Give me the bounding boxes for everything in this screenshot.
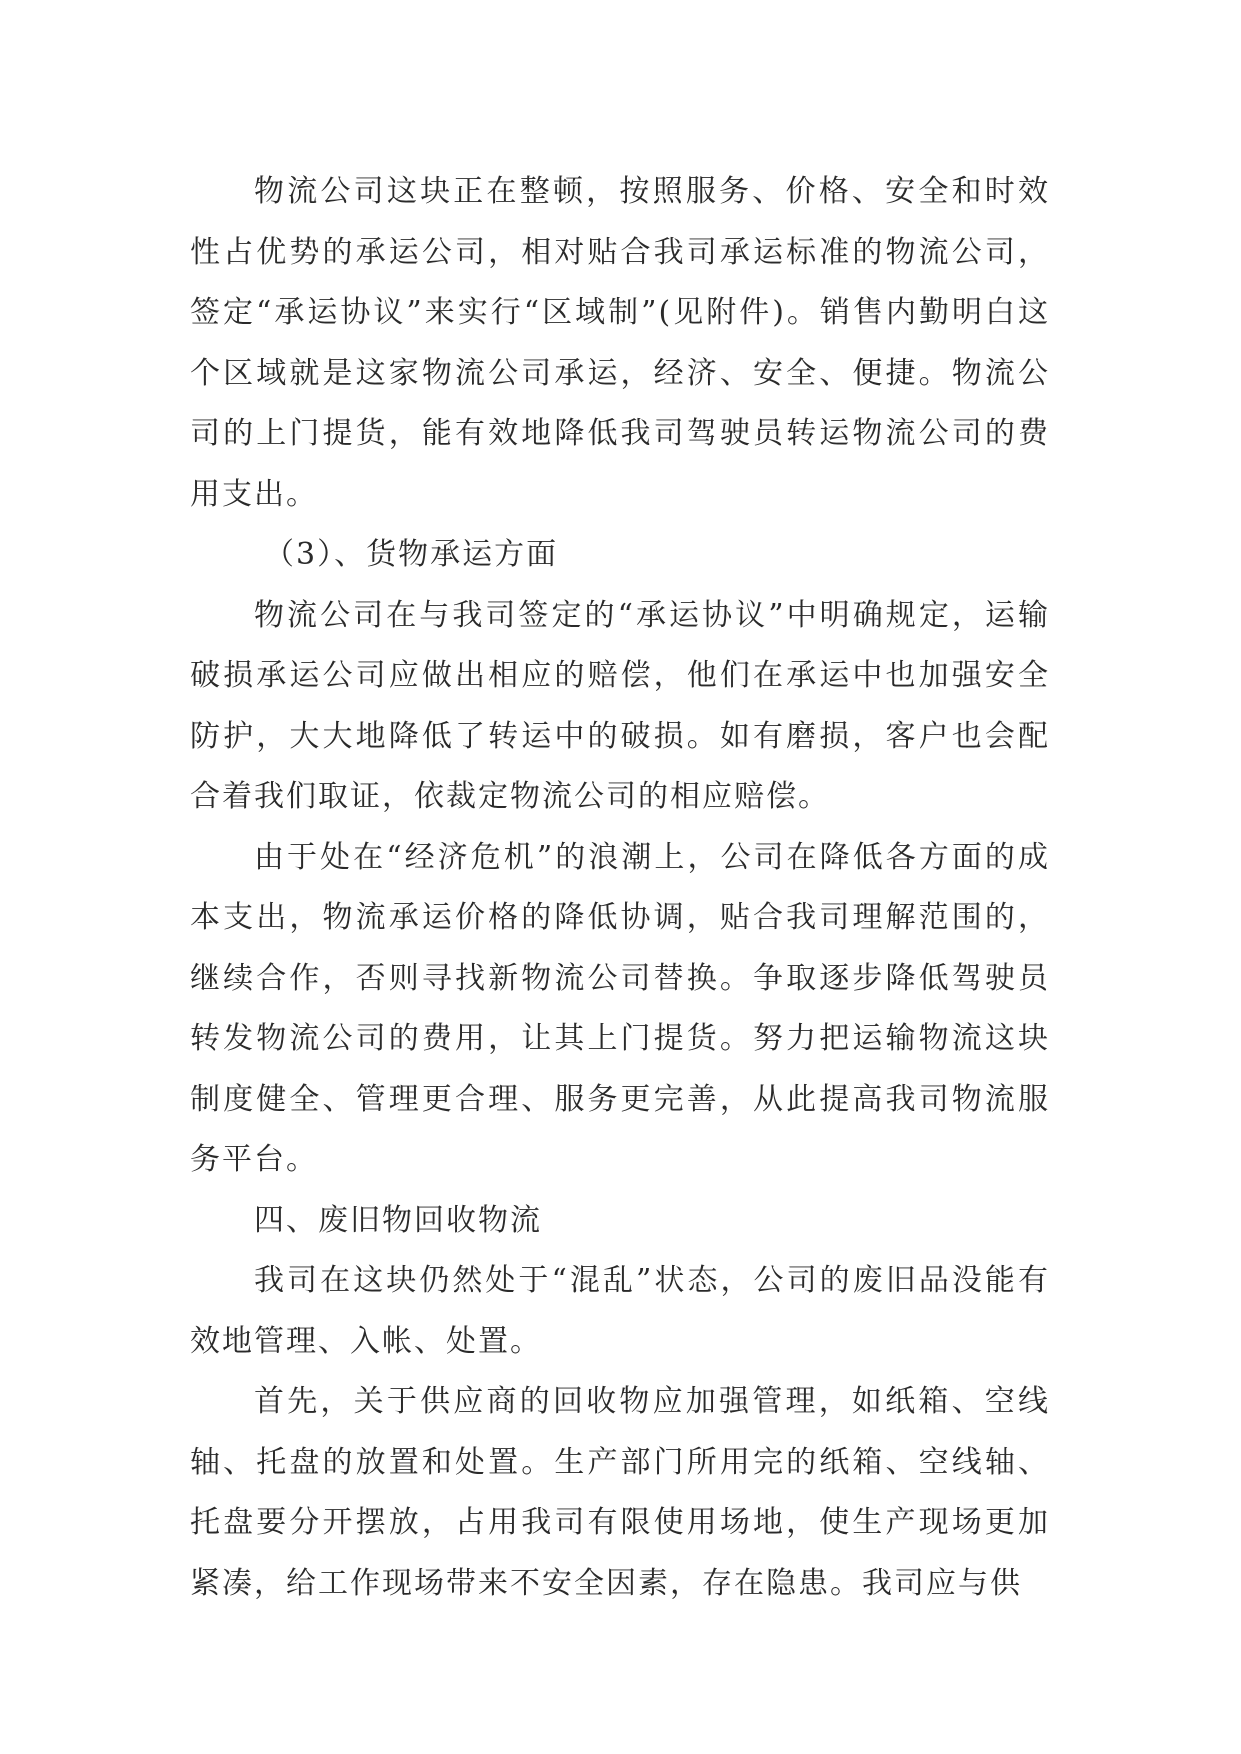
subheading-cargo-transport: （3）、货物承运方面 [264, 537, 559, 572]
section-heading-waste-recycling: 四、废旧物回收物流 [254, 1202, 542, 1238]
paragraph-waste-status: 我司在这块仍然处于“混乱”状态，公司的废旧品没能有效地管理、入帐、处置。 [190, 1263, 1050, 1359]
paragraph-transport-agreement: 物流公司在与我司签定的“承运协议”中明确规定，运输破损承运公司应做出相应的赔偿，他们在承运中也加强安全防护，大大地降低了转运中的破损。如有磨损，客户也会配合着我们取证，依裁定物流公司的相应赔偿。 [190, 597, 1050, 814]
paragraph-logistics-reorg: 物流公司这块正在整顿，按照服务、价格、安全和时效性占优势的承运公司，相对贴合我司承运标准的物流公司，签定“承运协议”来实行“区域制”(见附件)。销售内勤明白这个区域就是这家物流公司承运，经济、安全、便捷。物流公司的上门提货，能有效地降低我司驾驶员转运物流公司的费用支出。 [190, 174, 1050, 512]
paragraph-cost-reduction: 由于处在“经济危机”的浪潮上，公司在降低各方面的成本支出，物流承运价格的降低协调，贴合我司理解范围的，继续合作，否则寻找新物流公司替换。争取逐步降低驾驶员转发物流公司的费用，让其上门提货。努力把运输物流这块制度健全、管理更合理、服务更完善，从此提高我司物流服务平台。 [190, 839, 1050, 1177]
paragraph-supplier-recycling: 首先，关于供应商的回收物应加强管理，如纸箱、空线轴、托盘的放置和处置。生产部门所用完的纸箱、空线轴、托盘要分开摆放，占用我司有限使用场地，使生产现场更加紧凑，给工作现场带来不安全因素，存在隐患。我司应与供 [190, 1384, 1050, 1601]
document-body [190, 162, 1050, 1614]
